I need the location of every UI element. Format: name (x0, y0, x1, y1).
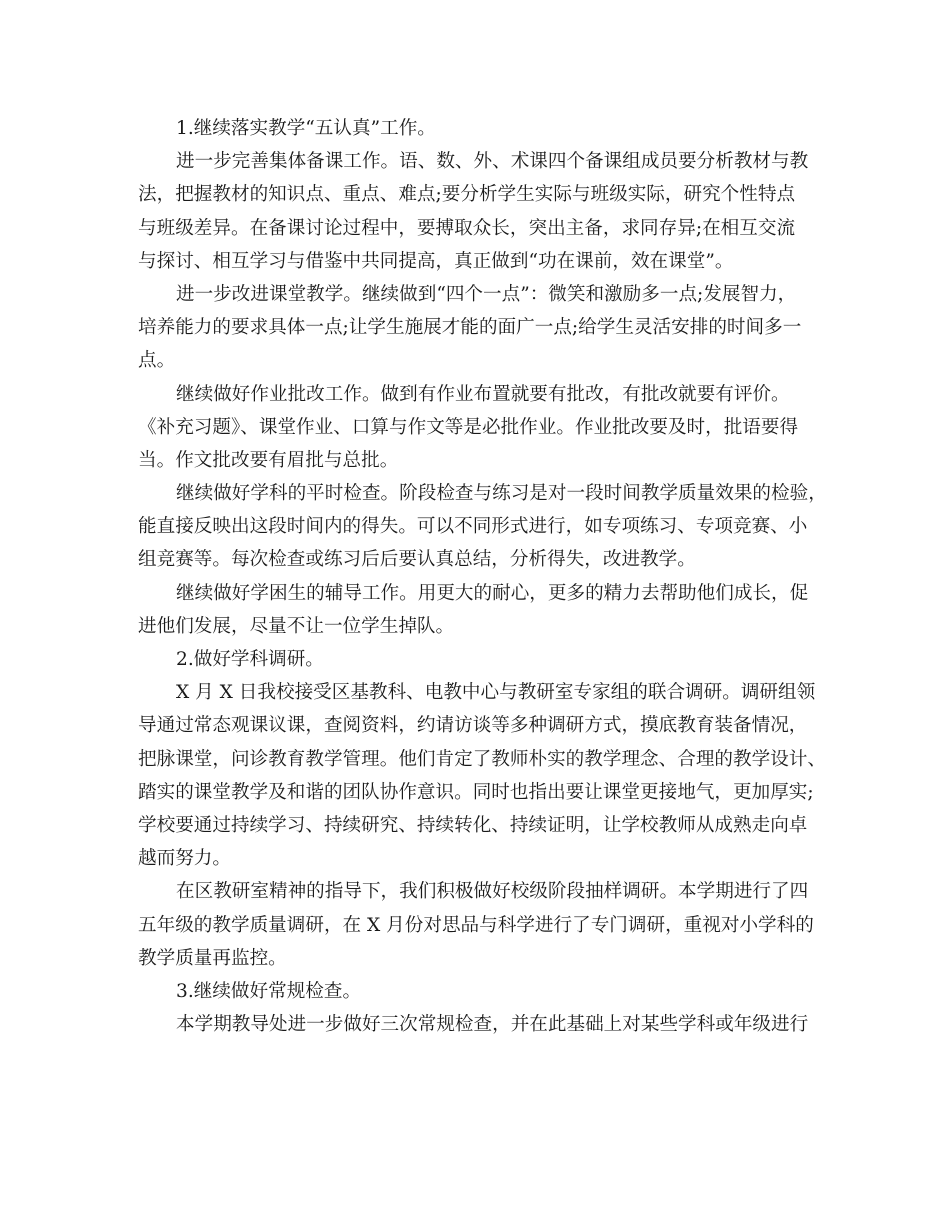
paragraph-line: 继续做好作业批改工作。做到有作业布置就要有批改，有批改就要有评价。 (176, 383, 790, 405)
paragraph-line: 五年级的教学质量调研，在 X 月份对思品与科学进行了专门调研，重视对小学科的 (138, 914, 814, 936)
heading-1: 1.继续落实教学“五认真”工作。 (176, 118, 436, 139)
heading-2: 2.做好学科调研。 (176, 649, 324, 670)
paragraph-line: 点。 (138, 350, 176, 372)
paragraph-line: 继续做好学困生的辅导工作。用更大的耐心，更多的精力去帮助他们成长，促 (176, 582, 809, 604)
paragraph-line: 能直接反映出这段时间内的得失。可以不同形式进行，如专项练习、专项竞赛、小 (138, 516, 808, 538)
paragraph-line: 培养能力的要求具体一点;让学生施展才能的面广一点;给学生灵活安排的时间多一 (138, 317, 802, 339)
paragraph-line: 组竞赛等。每次检查或练习后后要认真总结，分析得失，改进教学。 (138, 549, 696, 571)
paragraph-line: 踏实的课堂教学及和谐的团队协作意识。同时也指出要让课堂更接地气，更加厚实; (138, 781, 814, 803)
paragraph-line: 学校要通过持续学习、持续研究、持续转化、持续证明，让学校教师从成熟走向卓 (138, 814, 808, 836)
paragraph-line: 教学质量再监控。 (138, 947, 287, 969)
paragraph-line: 进一步改进课堂教学。继续做到“四个一点”：微笑和激励多一点;发展智力， (176, 283, 797, 305)
paragraph-line: 本学期教导处进一步做好三次常规检查，并在此基础上对某些学科或年级进行 (176, 1014, 809, 1036)
paragraph-line: 继续做好学科的平时检查。阶段检查与练习是对一段时间教学质量效果的检验， (176, 483, 827, 505)
paragraph-line: 与班级差异。在备课讨论过程中，要搏取众长，突出主备，求同存异;在相互交流 (138, 217, 796, 239)
paragraph-line: 导通过常态观课议课，查阅资料，约请访谈等多种调研方式，摸底教育装备情况， (138, 715, 808, 737)
paragraph-line: 越而努力。 (138, 848, 231, 870)
paragraph-line: 在区教研室精神的指导下，我们积极做好校级阶段抽样调研。本学期进行了四 (176, 881, 809, 903)
paragraph-line: 进一步完善集体备课工作。语、数、外、术课四个备课组成员要分析教材与教 (176, 151, 809, 173)
paragraph-line: 与探讨、相互学习与借鉴中共同提高，真正做到“功在课前，效在课堂”。 (138, 250, 734, 272)
heading-3: 3.继续做好常规检查。 (176, 980, 362, 1002)
paragraph-line: 法，把握教材的知识点、重点、难点;要分析学生实际与班级实际，研究个性特点 (138, 184, 796, 206)
paragraph-line: 把脉课堂，问诊教育教学管理。他们肯定了教师朴实的教学理念、合理的教学设计、 (138, 748, 826, 770)
paragraph-line: 进他们发展，尽量不让一位学生掉队。 (138, 615, 455, 637)
paragraph-line: 当。作文批改要有眉批与总批。 (138, 449, 399, 471)
paragraph-line: 《补充习题》、课堂作业、口算与作文等是必批作业。作业批改要及时，批语要得 (138, 416, 799, 438)
document-body (138, 112, 827, 1041)
paragraph-line: X 月 X 日我校接受区基教科、电教中心与教研室专家组的联合调研。调研组领 (176, 682, 816, 704)
